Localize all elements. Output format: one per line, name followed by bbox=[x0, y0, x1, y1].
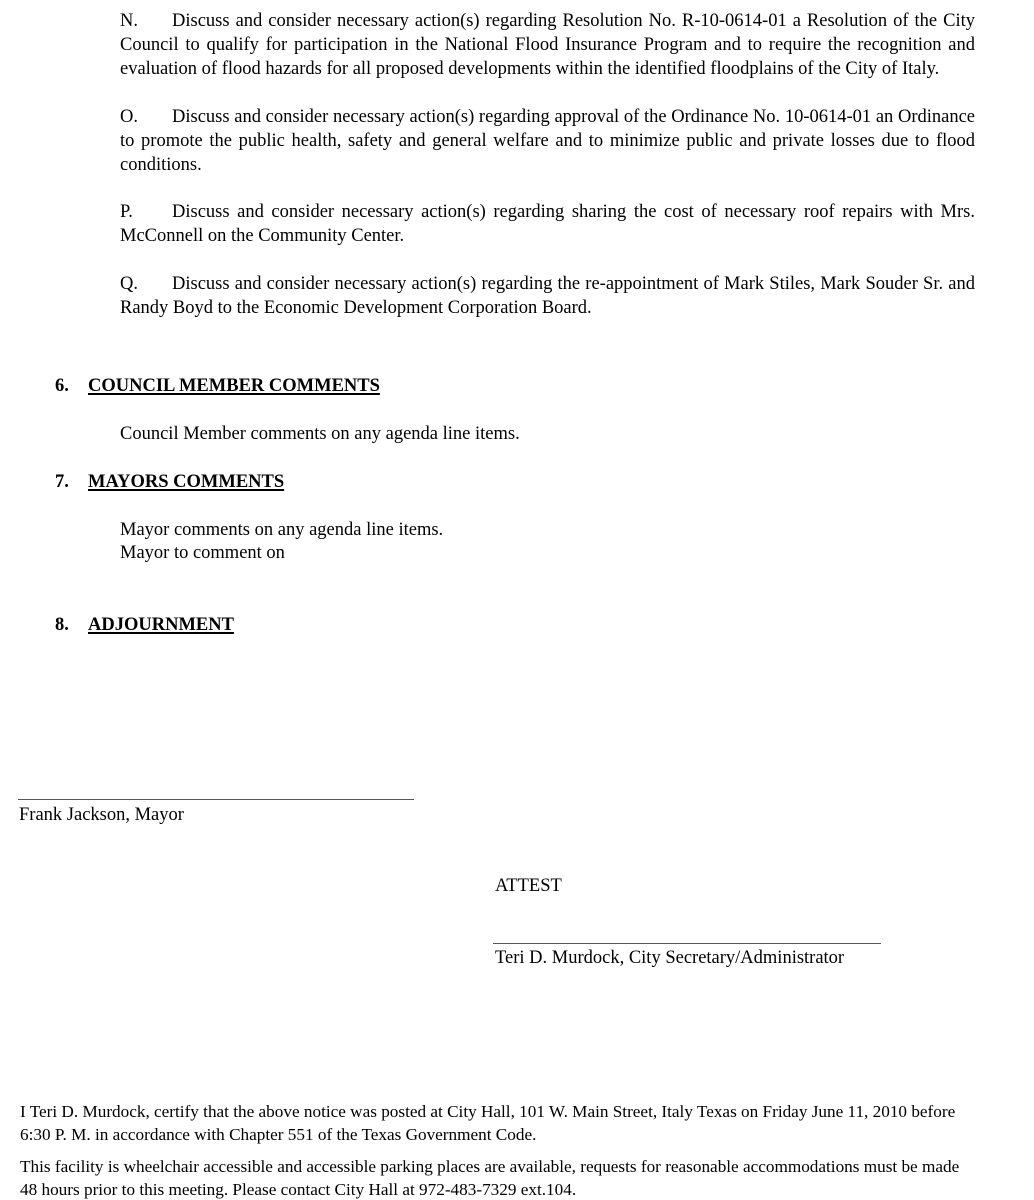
agenda-subitem-o-letter: O. bbox=[120, 106, 138, 127]
mayor-signature-label: Frank Jackson, Mayor bbox=[19, 805, 184, 825]
footer-accessibility-notice: This facility is wheelchair accessible and accessible parking places are available, requests for reasonable accommodations must be made 48 hours prior to this meeting. Please contact City Hall at 972-483-7329 ext.104. bbox=[20, 1157, 960, 1199]
section-7-title: MAYORS COMMENTS bbox=[88, 472, 285, 492]
agenda-subitem-n bbox=[120, 9, 975, 82]
secretary-signature-label: Teri D. Murdock, City Secretary/Administrator bbox=[495, 948, 845, 968]
section-heading-6 bbox=[55, 375, 380, 397]
mayor-signature-rule bbox=[18, 799, 414, 800]
section-heading-8 bbox=[55, 614, 234, 636]
agenda-subitem-q bbox=[120, 272, 975, 320]
agenda-subitem-o-text: Discuss and consider necessary action(s) regarding approval of the Ordinance No. 10-0614-01 an Ordinance to promote the public health, safety and general welfare and to minimize public and private losses due to flood conditions. bbox=[120, 106, 975, 176]
agenda-subitem-p-text: Discuss and consider necessary action(s) regarding sharing the cost of necessary roof repairs with Mrs. McConnell on the Community Center. bbox=[120, 202, 975, 247]
agenda-subitem-q-text: Discuss and consider necessary action(s) regarding the re-appointment of Mark Stiles, Mark Souder Sr. and Randy Boyd to the Economic Development Corporation Board. bbox=[120, 273, 975, 318]
section-7-body-line-1: Mayor comments on any agenda line items. bbox=[120, 520, 444, 540]
section-8-number: 8. bbox=[55, 615, 69, 635]
section-heading-7 bbox=[55, 471, 284, 493]
attest-label: ATTEST bbox=[495, 876, 562, 896]
section-7-number: 7. bbox=[55, 472, 69, 492]
agenda-subitem-n-letter: N. bbox=[120, 11, 138, 31]
section-7-body-line-2: Mayor to comment on bbox=[120, 543, 285, 563]
footer-certification: I Teri D. Murdock, certify that the above notice was posted at City Hall, 101 W. Main Street, Italy Texas on Friday June 11, 2010 before 6:30 P. M. in accordance with Chapter 551 of the Texas Government Code. bbox=[20, 1102, 956, 1144]
section-6-title: COUNCIL MEMBER COMMENTS bbox=[88, 376, 380, 396]
secretary-signature-rule bbox=[493, 943, 881, 944]
agenda-subitem-p-letter: P. bbox=[120, 202, 133, 223]
section-8-title: ADJOURNMENT bbox=[88, 615, 234, 635]
agenda-subitem-p bbox=[120, 200, 975, 248]
agenda-subitem-n-text: Discuss and consider necessary action(s) regarding Resolution No. R-10-0614-01 a Resolution of the City Council to qualify for participation in the National Flood Insurance Program and to require the recognition and evaluation of flood hazards for all proposed developments within the identified floodplains of the City of Italy. bbox=[120, 11, 975, 80]
agenda-subitems-group bbox=[120, 9, 975, 320]
agenda-subitem-o bbox=[120, 105, 975, 178]
section-6-number: 6. bbox=[55, 376, 69, 396]
section-6-body-line-1: Council Member comments on any agenda line items. bbox=[120, 424, 520, 444]
agenda-subitem-q-letter: Q. bbox=[120, 273, 138, 294]
